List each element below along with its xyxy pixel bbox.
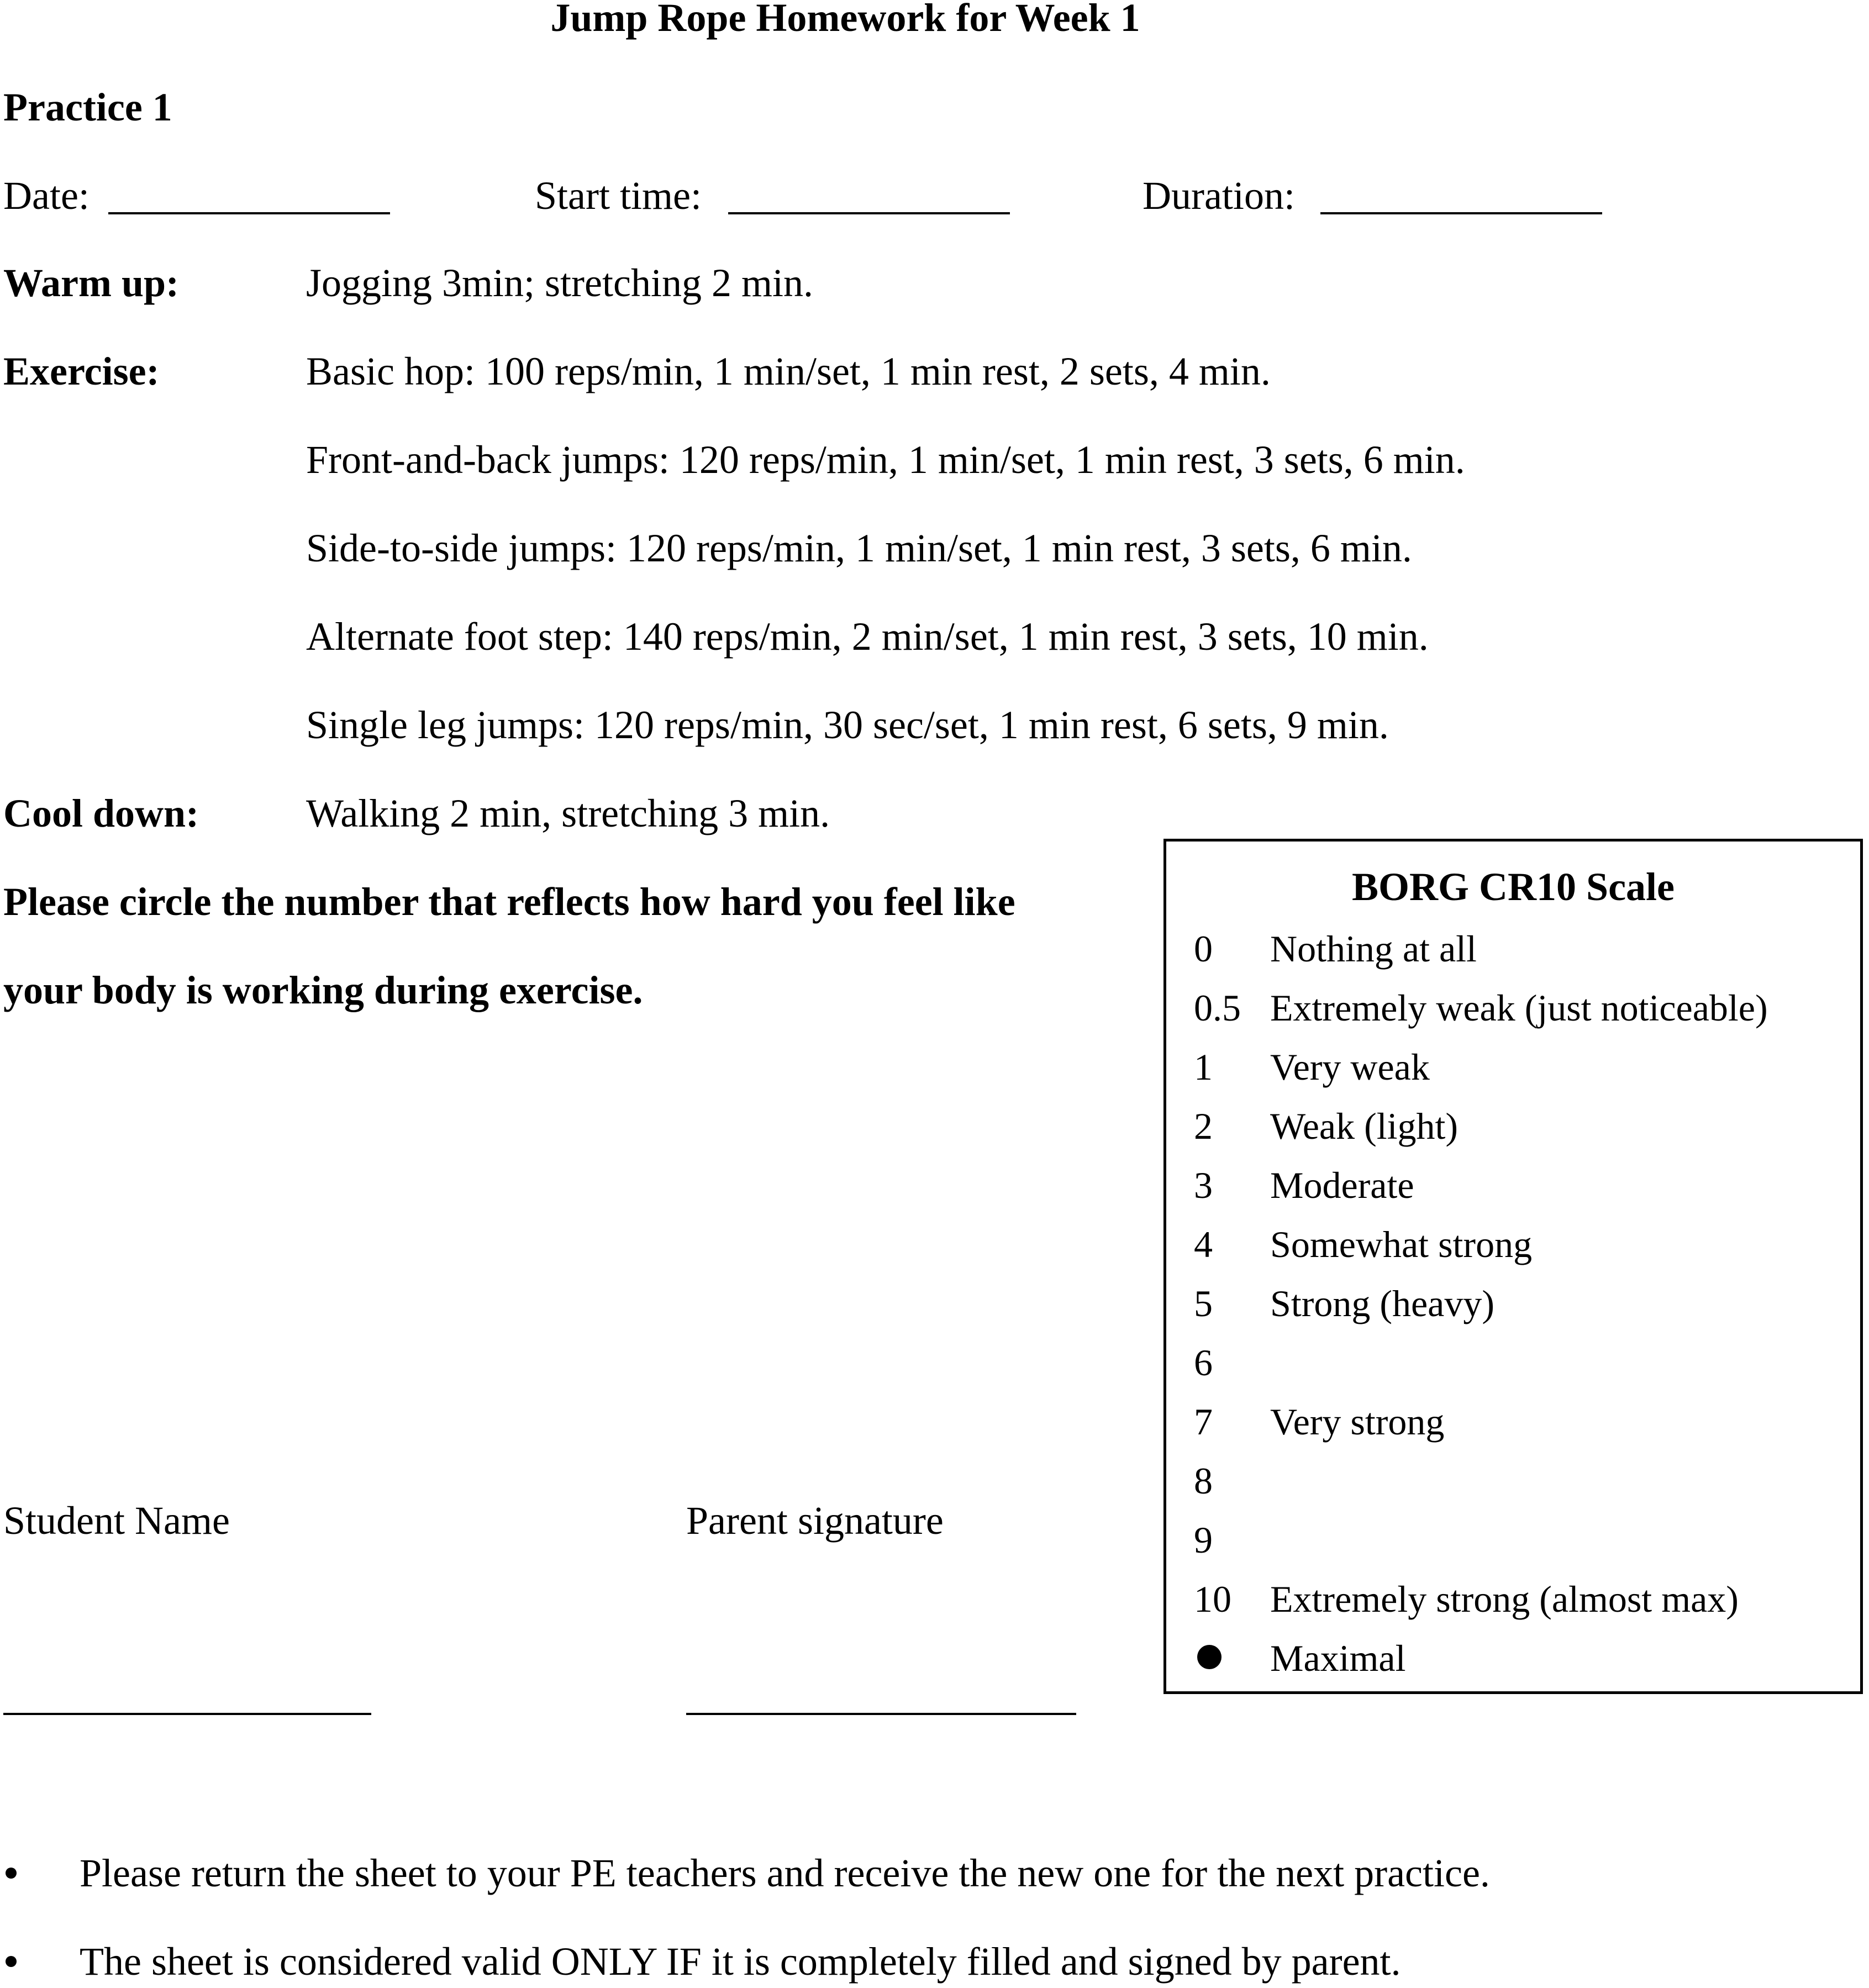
- borg-row[interactable]: [1194, 1107, 1846, 1157]
- warm-up-text: Jogging 3min; stretching 2 min.: [306, 261, 813, 305]
- student-name-label: Student Name: [3, 1498, 230, 1543]
- borg-description: Weak (light): [1270, 1105, 1459, 1147]
- duration-field[interactable]: [1320, 212, 1602, 214]
- borg-description: Extremely strong (almost max): [1270, 1578, 1739, 1620]
- exercise-label: Exercise:: [3, 349, 160, 393]
- borg-value: 7: [1194, 1401, 1213, 1443]
- parent-signature-field[interactable]: [686, 1713, 1076, 1715]
- borg-row[interactable]: [1194, 1282, 1846, 1334]
- borg-value: 0.5: [1194, 987, 1241, 1029]
- borg-description: Very strong: [1270, 1401, 1445, 1443]
- date-label: Date:: [3, 173, 89, 218]
- borg-value: 2: [1194, 1105, 1213, 1147]
- instruction-line: your body is working during exercise.: [3, 968, 643, 1012]
- borg-value: 3: [1194, 1164, 1213, 1206]
- borg-value: 5: [1194, 1282, 1213, 1324]
- cool-down-label: Cool down:: [3, 791, 199, 835]
- borg-value: 4: [1194, 1223, 1213, 1265]
- borg-row[interactable]: [1194, 930, 1846, 980]
- exercise-item: Side-to-side jumps: 120 reps/min, 1 min/set, 1 min rest, 3 sets, 6 min.: [306, 526, 1412, 570]
- borg-description: Somewhat strong: [1270, 1223, 1533, 1265]
- parent-signature-label: Parent signature: [686, 1498, 944, 1543]
- borg-value: 6: [1194, 1342, 1213, 1384]
- borg-scale-box: [1163, 839, 1863, 1694]
- note-item: Please return the sheet to your PE teachers and receive the new one for the next practice.: [80, 1851, 1490, 1895]
- borg-scale-title: BORG CR10 Scale: [1352, 865, 1675, 909]
- borg-row[interactable]: [1194, 989, 1846, 1039]
- borg-value: 8: [1194, 1460, 1213, 1502]
- borg-row[interactable]: [1194, 1223, 1846, 1275]
- borg-description: Nothing at all: [1270, 928, 1477, 970]
- exercise-item: Front-and-back jumps: 120 reps/min, 1 min/set, 1 min rest, 3 sets, 6 min.: [306, 438, 1465, 482]
- exercise-item: Single leg jumps: 120 reps/min, 30 sec/set, 1 min rest, 6 sets, 9 min.: [306, 703, 1389, 747]
- borg-value: 0: [1194, 928, 1213, 970]
- borg-row[interactable]: [1194, 1639, 1846, 1689]
- start-time-field[interactable]: [728, 212, 1010, 214]
- borg-description: Extremely weak (just noticeable): [1270, 987, 1768, 1029]
- borg-value: 9: [1194, 1519, 1213, 1561]
- date-field[interactable]: [108, 212, 390, 214]
- student-name-field[interactable]: [3, 1713, 371, 1715]
- note-item: The sheet is considered valid ONLY IF it is completely filled and signed by parent.: [80, 1939, 1401, 1984]
- duration-label: Duration:: [1143, 173, 1295, 218]
- practice-heading: Practice 1: [3, 85, 172, 129]
- borg-description: Maximal: [1270, 1637, 1406, 1679]
- warm-up-label: Warm up:: [3, 261, 180, 305]
- borg-description: Moderate: [1270, 1164, 1414, 1206]
- cool-down-text: Walking 2 min, stretching 3 min.: [306, 791, 830, 835]
- borg-row[interactable]: [1194, 1462, 1846, 1512]
- instruction-line: Please circle the number that reflects how hard you feel like: [3, 880, 1015, 924]
- borg-row[interactable]: [1194, 1521, 1846, 1571]
- borg-description: Very weak: [1270, 1046, 1430, 1088]
- bullet-icon: [6, 1956, 17, 1967]
- exercise-item: Basic hop: 100 reps/min, 1 min/set, 1 min rest, 2 sets, 4 min.: [306, 349, 1271, 393]
- borg-row[interactable]: [1194, 1344, 1846, 1393]
- maximal-dot-icon: [1197, 1645, 1222, 1669]
- borg-row[interactable]: [1194, 1048, 1846, 1098]
- borg-row[interactable]: [1194, 1580, 1846, 1630]
- borg-value: 10: [1194, 1578, 1231, 1620]
- borg-row[interactable]: [1194, 1166, 1846, 1216]
- exercise-item: Alternate foot step: 140 reps/min, 2 min/set, 1 min rest, 3 sets, 10 min.: [306, 614, 1429, 659]
- borg-value: 1: [1194, 1046, 1213, 1088]
- page-title: Jump Rope Homework for Week 1: [550, 0, 1140, 40]
- borg-row[interactable]: [1194, 1403, 1846, 1453]
- bullet-icon: [6, 1868, 17, 1879]
- start-time-label: Start time:: [535, 173, 702, 218]
- borg-description: Strong (heavy): [1270, 1282, 1495, 1324]
